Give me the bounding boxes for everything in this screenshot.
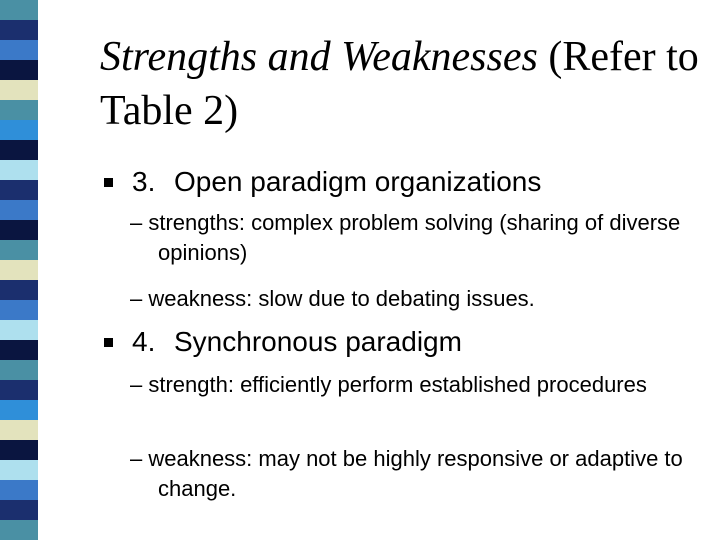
bullet-square-icon xyxy=(104,338,113,347)
stripe-band xyxy=(0,180,38,200)
bullet-square-icon xyxy=(104,178,113,187)
stripe-band xyxy=(0,200,38,220)
subpoint-strengths: – strengths: complex problem solving (sharing of diverse opinions) xyxy=(130,210,681,265)
bullet-item-open-paradigm xyxy=(132,166,541,198)
subpoint-strength: – strength: efficiently perform established procedures xyxy=(130,372,647,397)
stripe-band xyxy=(0,380,38,400)
stripe-band xyxy=(0,360,38,380)
stripe-band xyxy=(0,440,38,460)
stripe-band xyxy=(0,140,38,160)
subpoint-weakness: – weakness: slow due to debating issues. xyxy=(130,286,535,311)
item-label: Synchronous paradigm xyxy=(174,326,462,357)
stripe-band xyxy=(0,220,38,240)
stripe-band xyxy=(0,240,38,260)
stripe-band xyxy=(0,0,38,20)
stripe-band xyxy=(0,420,38,440)
item-number: 4. xyxy=(132,326,156,357)
stripe-band xyxy=(0,300,38,320)
slide-title-rest: (Refer to Table 2) xyxy=(100,34,699,134)
slide-title xyxy=(100,30,710,138)
stripe-band xyxy=(0,20,38,40)
stripe-band xyxy=(0,400,38,420)
decorative-color-stripe xyxy=(0,0,38,540)
stripe-band xyxy=(0,40,38,60)
stripe-band xyxy=(0,160,38,180)
stripe-band xyxy=(0,500,38,520)
subpoint-weakness: – weakness: may not be highly responsive or adaptive to change. xyxy=(130,446,683,501)
stripe-band xyxy=(0,280,38,300)
stripe-band xyxy=(0,320,38,340)
stripe-band xyxy=(0,120,38,140)
item-label: Open paradigm organizations xyxy=(174,166,542,197)
bullet-item-synchronous-paradigm xyxy=(132,326,462,358)
stripe-band xyxy=(0,340,38,360)
stripe-band xyxy=(0,60,38,80)
slide-title-italic: Strengths and Weaknesses xyxy=(100,34,538,80)
stripe-band xyxy=(0,460,38,480)
stripe-band xyxy=(0,480,38,500)
stripe-band xyxy=(0,520,38,540)
stripe-band xyxy=(0,100,38,120)
stripe-band xyxy=(0,80,38,100)
item-number: 3. xyxy=(132,166,156,197)
stripe-band xyxy=(0,260,38,280)
